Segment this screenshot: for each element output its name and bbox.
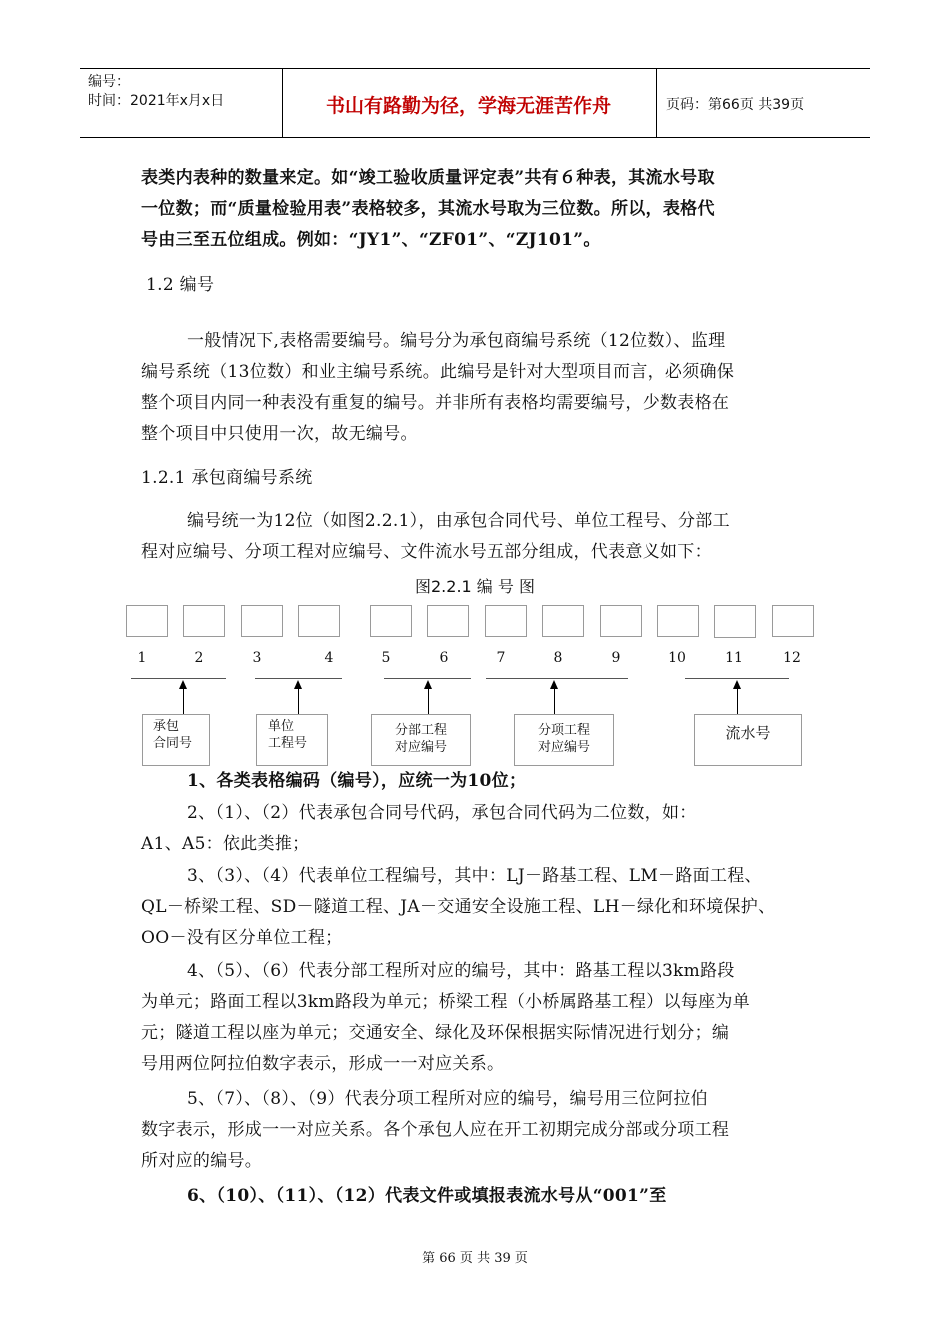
group-bracket bbox=[131, 678, 226, 679]
text-line: 所对应的编号。 bbox=[141, 1151, 263, 1171]
text-line: 2、（1）、（2）代表承包合同号代码，承包合同代码为二位数，如： bbox=[187, 803, 697, 823]
label-unit-project bbox=[256, 714, 328, 766]
section-heading-1-2-1: 1.2.1 承包商编号系统 bbox=[141, 468, 313, 488]
digit-box bbox=[370, 605, 412, 637]
text-line: 元；隧道工程以座为单元；交通安全、绿化及环保根据实际情况进行划分；编 bbox=[141, 1023, 730, 1043]
digit-number: 12 bbox=[783, 650, 801, 666]
text-line: 编号统一为12位（如图2.2.1），由承包合同代号、单位工程号、分部工 bbox=[187, 511, 730, 531]
label-line: 承包 bbox=[153, 719, 180, 734]
text-line: 程对应编号、分项工程对应编号、文件流水号五部分组成，代表意义如下： bbox=[141, 542, 712, 562]
header-page-label: 页码：第66页 共39页 bbox=[666, 97, 805, 113]
label-line: 单位 bbox=[268, 719, 295, 734]
text-line: 3、（3）、（4）代表单位工程编号，其中：LJ－路基工程、LM－路面工程、 bbox=[187, 866, 762, 886]
item-2 bbox=[141, 798, 697, 860]
text-line: 整个项目中只使用一次，故无编号。 bbox=[141, 424, 418, 444]
digit-number: 6 bbox=[439, 650, 449, 666]
text-line: QL－桥梁工程、SD－隧道工程、JA－交通安全设施工程、LH－绿化和环境保护、 bbox=[141, 897, 776, 917]
arrow-stem bbox=[554, 688, 555, 714]
digit-box bbox=[657, 605, 699, 637]
arrow-stem bbox=[737, 688, 738, 714]
digit-number: 4 bbox=[324, 650, 334, 666]
digit-box bbox=[485, 605, 527, 637]
time-label: 时间：2021年x月x日 bbox=[88, 93, 225, 109]
label-line: 合同号 bbox=[153, 736, 193, 751]
digit-box bbox=[600, 605, 642, 637]
digit-number: 5 bbox=[381, 650, 391, 666]
paragraph-intro bbox=[141, 163, 715, 256]
code-label: 编号： bbox=[88, 74, 130, 90]
digit-box bbox=[542, 605, 584, 637]
header-motto: 书山有路勤为径，学海无涯苦作舟 bbox=[325, 95, 611, 117]
paragraph-contractor-system bbox=[141, 506, 730, 568]
digit-number: 7 bbox=[496, 650, 506, 666]
digit-number: 8 bbox=[553, 650, 563, 666]
section-heading-1-2: 1.2 编号 bbox=[146, 275, 215, 295]
text-line: 表类内表种的数量来定。如“竣工验收质量评定表”共有６种表，其流水号取 bbox=[141, 168, 715, 188]
text-line: 一位数；而“质量检验用表”表格较多，其流水号取为三位数。所以，表格代 bbox=[141, 199, 715, 219]
item-4 bbox=[141, 956, 750, 1080]
group-bracket bbox=[486, 678, 628, 679]
item-6: 6、（10）、（11）、（12）代表文件或填报表流水号从“001”至 bbox=[187, 1186, 667, 1206]
text-line: 数字表示，形成一一对应关系。各个承包人应在开工初期完成分部或分项工程 bbox=[141, 1120, 730, 1140]
label-serial-number bbox=[694, 714, 802, 766]
label-line: 工程号 bbox=[268, 736, 308, 751]
digit-box bbox=[714, 605, 756, 638]
digit-number: 1 bbox=[137, 650, 147, 666]
text-line: 一般情况下,表格需要编号。编号分为承包商编号系统（12位数）、监理 bbox=[187, 331, 726, 351]
arrow-stem bbox=[428, 688, 429, 714]
label-subitem-project bbox=[514, 714, 614, 766]
page-footer: 第 66 页 共 39 页 bbox=[422, 1251, 528, 1266]
item-5 bbox=[141, 1084, 729, 1177]
header-left bbox=[88, 73, 224, 111]
digit-box bbox=[772, 605, 814, 637]
text-line: 号用两位阿拉伯数字表示，形成一一对应关系。 bbox=[141, 1054, 505, 1074]
arrow-stem bbox=[183, 688, 184, 714]
paragraph-numbering bbox=[141, 326, 734, 450]
digit-number: 10 bbox=[668, 650, 686, 666]
digit-number: 3 bbox=[252, 650, 262, 666]
text-line: 编号系统（13位数）和业主编号系统。此编号是针对大型项目而言，必须确保 bbox=[141, 362, 735, 382]
text-line: 整个项目内同一种表没有重复的编号。并非所有表格均需要编号，少数表格在 bbox=[141, 393, 730, 413]
digit-box bbox=[241, 605, 283, 637]
page-header bbox=[80, 68, 870, 138]
digit-box bbox=[298, 605, 340, 637]
diagram-title: 图2.2.1 编 号 图 bbox=[415, 577, 535, 596]
digit-number: 11 bbox=[725, 650, 743, 666]
header-divider bbox=[656, 69, 657, 137]
digit-number: 2 bbox=[194, 650, 204, 666]
label-line: 分项工程 bbox=[537, 723, 590, 738]
group-bracket bbox=[685, 678, 789, 679]
item-3 bbox=[141, 861, 775, 954]
text-line: OO－没有区分单位工程； bbox=[141, 928, 343, 948]
label-line: 对应编号 bbox=[537, 740, 590, 755]
text-line: 4、（5）、（6）代表分部工程所对应的编号，其中：路基工程以3km路段 bbox=[187, 961, 735, 981]
text-line: 为单元；路面工程以3km路段为单元；桥梁工程（小桥属路基工程）以每座为单 bbox=[141, 992, 751, 1012]
group-bracket bbox=[384, 678, 471, 679]
text-line: 5、（7）、（8）、（9）代表分项工程所对应的编号，编号用三位阿拉伯 bbox=[187, 1089, 708, 1109]
label-division-project bbox=[371, 714, 471, 766]
label-line: 流水号 bbox=[725, 724, 771, 742]
label-line: 分部工程 bbox=[394, 723, 447, 738]
digit-box bbox=[126, 605, 168, 637]
label-line: 对应编号 bbox=[394, 740, 447, 755]
label-contract-number bbox=[142, 714, 210, 766]
digit-number: 9 bbox=[611, 650, 621, 666]
item-1: 1、各类表格编码（编号），应统一为10位； bbox=[187, 771, 527, 791]
digit-box bbox=[427, 605, 469, 637]
text-line: A1、A5：依此类推； bbox=[141, 834, 310, 854]
text-line: 号由三至五位组成。例如：“JY1”、“ZF01”、“ZJ101”。 bbox=[141, 230, 601, 250]
digit-box bbox=[183, 605, 225, 637]
group-bracket bbox=[255, 678, 342, 679]
arrow-stem bbox=[298, 688, 299, 714]
